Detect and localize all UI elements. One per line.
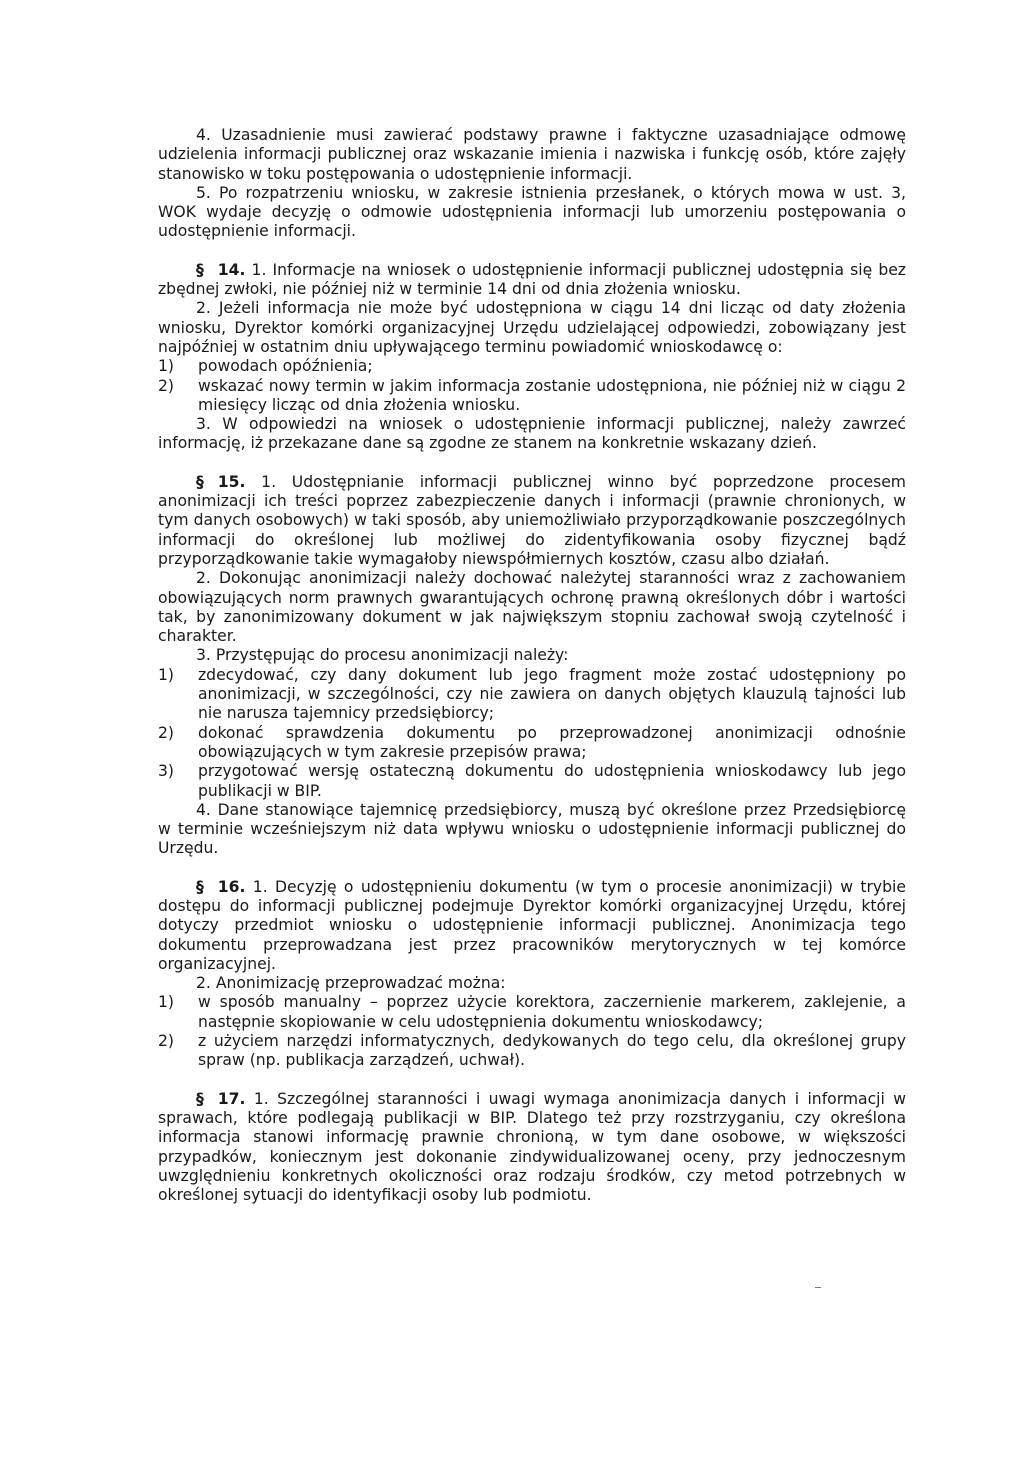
- sec15-paragraph-2: 2. Dokonując anonimizacji należy dochować należytej staranności wraz z zachowaniem obowiązujących norm prawnych gwarantujących ochronę prawną określonych dóbr i wartości tak, by zanonimizowany dokument w jak największym stopniu zachował swoją czytelność i charakter.: [158, 569, 906, 646]
- sec15-paragraph-4: 4. Dane stanowiące tajemnicę przedsiębiorcy, muszą być określone przez Przedsiębiorcę w terminie wcześniejszym niż data wpływu wniosku o udostępnienie informacji publicznej do Urzędu.: [158, 800, 906, 858]
- document-page: [158, 126, 906, 1205]
- section-number: 15.: [217, 472, 246, 491]
- section-number: 16.: [217, 877, 246, 896]
- sec15-paragraph-3: 3. Przystępując do procesu anonimizacji należy:: [196, 646, 569, 665]
- list-item: [158, 377, 906, 416]
- list-item: [158, 724, 906, 763]
- sec14-p1-text: 1. Informacje na wniosek o udostępnienie informacji publicznej udostępnia się bez zbędnej zwłoki, nie później niż w terminie 14 dni od dnia złożenia wniosku.: [158, 260, 906, 299]
- sec16-paragraph-1: [158, 878, 906, 974]
- list-item-text: wskazać nowy termin w jakim informacja zostanie udostępniona, nie później niż w ciągu 2 miesięcy licząc od dnia złożenia wniosku.: [198, 376, 906, 414]
- scan-artifact-mark: [815, 1287, 821, 1288]
- list-item: [158, 357, 906, 376]
- list-item-text: w sposób manualny – poprzez użycie korektora, zaczernienie markerem, zaklejenie, a następnie skopiowanie w celu udostępnienia dokumentu wnioskodawcy;: [198, 993, 906, 1031]
- list-item: [158, 666, 906, 724]
- section-sign: §: [196, 260, 204, 279]
- list-item: [158, 762, 906, 801]
- list-item-number: 2): [158, 1032, 175, 1051]
- section-sign: §: [196, 1089, 204, 1108]
- section-number: 17.: [217, 1089, 246, 1108]
- sec15-p1-text: 1. Udostępnianie informacji publicznej winno być poprzedzone procesem anonimizacji ich treści poprzez zabezpieczenie danych i informacji (prawnie chronionych, w tym danych osobowych) w taki sposób, aby uniemożliwiało przyporządkowanie poszczególnych informacji do określonej lub możliwej do zidentyfikowania osoby fizycznej bądź przyporządkowanie takie wymagałoby niewspółmiernych kosztów, czasu albo działań.: [158, 472, 906, 568]
- list-item-text: powodach opóźnienia;: [198, 357, 373, 376]
- sec16-paragraph-2: 2. Anonimizację przeprowadzać można:: [196, 974, 506, 993]
- list-item-number: 1): [158, 993, 175, 1012]
- section-number: 14.: [217, 260, 246, 279]
- sec14-paragraph-2: 2. Jeżeli informacja nie może być udostępniona w ciągu 14 dni licząc od daty złożenia wniosku, Dyrektor komórki organizacyjnej Urzędu udzielającej odpowiedzi, zobowiązany jest najpóźniej w ostatnim dniu upływającego terminu powiadomić wnioskodawcę o:: [158, 299, 906, 356]
- sec17-p1-text: 1. Szczególnej staranności i uwagi wymaga anonimizacja danych i informacji w sprawach, które podlegają publikacji w BIP. Dlatego też przy rozstrzyganiu, czy określona informacja stanowi informację prawnie chronioną, w tym dane osobowe, w większości przypadków, koniecznym jest dokonanie zindywidualizowanej oceny, przy jednoczesnym uwzględnieniu konkretnych okoliczności oraz rodzaju środków, czy metod potrzebnych w określonej sytuacji do identyfikacji osoby lub podmiotu.: [158, 1089, 906, 1205]
- list-item-number: 1): [158, 357, 175, 376]
- sec15-paragraph-1: [158, 473, 906, 569]
- list-item-text: dokonać sprawdzenia dokumentu po przeprowadzonej anonimizacji odnośnie obowiązujących w tym zakresie przepisów prawa;: [198, 723, 906, 761]
- list-item: [158, 993, 906, 1032]
- section-sign: §: [196, 877, 204, 896]
- sec16-p1-text: 1. Decyzję o udostępnieniu dokumentu (w tym o procesie anonimizacji) w trybie dostępu do informacji publicznej podejmuje Dyrektor komórki organizacyjnej Urzędu, której dotyczy przedmiot wniosku o udostępnienie informacji publicznej. Anonimizacja tego dokumentu przeprowadzana jest przez pracowników merytorycznych w tej komórce organizacyjnej.: [158, 877, 906, 973]
- list-item-text: z użyciem narzędzi informatycznych, dedykowanych do tego celu, dla określonej grupy spraw (np. publikacja zarządzeń, uchwał).: [198, 1032, 906, 1070]
- list-item-number: 2): [158, 723, 175, 742]
- list-item-number: 1): [158, 665, 175, 684]
- sec13-paragraph-5: 5. Po rozpatrzeniu wniosku, w zakresie istnienia przesłanek, o których mowa w ust. 3, WOK wydaje decyzję o odmowie udostępnienia informacji lub umorzeniu postępowania o udostępnienie informacji.: [158, 183, 906, 241]
- list-item: [158, 1032, 906, 1071]
- sec13-paragraph-4: 4. Uzasadnienie musi zawierać podstawy prawne i faktyczne uzasadniające odmowę udzielenia informacji publicznej oraz wskazanie imienia i nazwiska i funkcję osób, które zajęły stanowisko w toku postępowania o udostępnienie informacji.: [158, 126, 906, 183]
- sec17-paragraph-1: [158, 1090, 906, 1206]
- list-item-number: 3): [158, 762, 175, 781]
- sec14-paragraph-1: [158, 261, 906, 300]
- list-item-text: przygotować wersję ostateczną dokumentu do udostępnienia wnioskodawcy lub jego publikacji w BIP.: [198, 762, 906, 800]
- section-sign: §: [196, 472, 204, 491]
- sec14-paragraph-3: 3. W odpowiedzi na wniosek o udostępnienie informacji publicznej, należy zawrzeć informację, iż przekazane dane są zgodne ze stanem na konkretnie wskazany dzień.: [158, 415, 906, 453]
- list-item-text: zdecydować, czy dany dokument lub jego fragment może zostać udostępniony po anonimizacji, w szczególności, czy nie zawiera on danych objętych klauzulą tajności lub nie narusza tajemnicy przedsiębiorcy;: [198, 665, 906, 723]
- list-item-number: 2): [158, 376, 175, 395]
